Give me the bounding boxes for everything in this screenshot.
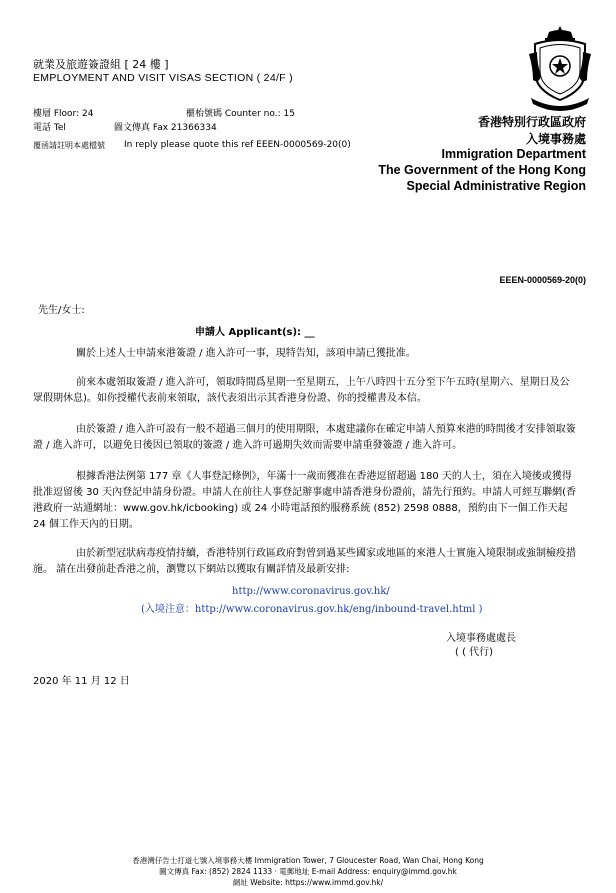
paragraph-collection: 前來本處領取簽證 / 進入許可，領取時間爲星期一至星期五，上午八時四十五分至下午五時(星期六、星期日及公眾假期休息)。如你授權代表前來領取，該代表須出示其香港身份證、你的授權書及本信。 xyxy=(33,377,570,404)
salutation: 先生/女士: xyxy=(38,305,85,316)
region-name-en: Special Administrative Region xyxy=(406,179,586,193)
reference-number: EEEN-0000569-20(0) xyxy=(499,275,586,285)
paragraph-approval: 關於上述人士申請來港簽證 / 進入許可一事，現特告知，該項申請已獲批准。 xyxy=(76,348,416,359)
coronavirus-link[interactable]: http://www.coronavirus.gov.hk/ xyxy=(232,586,390,597)
inbound-travel-link[interactable]: (入境注意：http://www.coronavirus.gov.hk/eng/inbound-travel.html ) xyxy=(141,604,483,615)
signature-title: 入境事務處處長 xyxy=(446,633,516,644)
government-name-zh: 香港特別行政區政府 xyxy=(477,115,586,129)
ref-label: 覆函請註明本處檔號 xyxy=(33,141,105,150)
department-name-zh: 入境事務處 xyxy=(525,132,586,146)
footer-website: 網址 Website: https://www.immd.gov.hk/ xyxy=(232,878,384,887)
paragraph-validity: 由於簽證 / 進入許可設有一般不超過三個月的使用期限，本處建議你在確定申請人預算來港的時間後才安排領取簽證 / 進入許可，以避免日後因已領取的簽證 / 進入許可過期失效而需要申請重發簽證 / 進入許可。 xyxy=(33,424,576,451)
fax-label: 圖文傳真 Fax 21366334 xyxy=(114,123,217,133)
signature-sub: ( ( 代行) xyxy=(455,647,494,658)
floor-label: 樓層 Floor: 24 xyxy=(33,109,94,119)
section-title-zh: 就業及旅遊簽證組 [ 24 樓 ] xyxy=(33,58,169,71)
counter-label: 櫃枱號碼 Counter no.: 15 xyxy=(186,109,295,119)
ref-text: In reply please quote this ref EEEN-0000569-20(0) xyxy=(124,140,351,150)
government-name-en: The Government of the Hong Kong xyxy=(378,163,586,177)
hksar-emblem-icon xyxy=(527,24,593,114)
department-name-en: Immigration Department xyxy=(441,147,586,161)
applicant-line: 申請人 Applicant(s): __ xyxy=(195,327,315,338)
footer-address: 香港灣仔告士打道七號入境事務大樓 Immigration Tower, 7 Gloucester Road, Wan Chai, Hong Kong xyxy=(132,856,484,865)
footer-contact: 圖文傳真 Fax: (852) 2824 1133 ‧ 電郵地址 E-mail Address: enquiry@immd.gov.hk xyxy=(159,867,457,876)
letter-date: 2020 年 11 月 12 日 xyxy=(33,676,130,687)
paragraph-covid: 由於新型冠狀病毒疫情持續，香港特別行政區政府對曾到過某些國家或地區的來港人士實施入境限制或強制檢疫措施。 請在出發前赴香港之前，瀏覽以下網站以獲取有關詳情及最新安排: xyxy=(33,548,576,575)
tel-label: 電話 Tel xyxy=(33,123,66,133)
section-title-en: EMPLOYMENT AND VISIT VISAS SECTION ( 24/F ) xyxy=(33,72,293,84)
paragraph-registration: 根據香港法例第 177 章《人事登記條例》，年滿十一歲而獲准在香港逗留超過 180 天的人士，須在入境後或獲得批准逗留後 30 天內登記申請身份證。申請人在前往人事登記辦事處申請香港身份證前，請先行預約。申請人可經互聯網(香港政府一站通網址：www.gov.hk/icbooking) 或 24 小時電話預約服務系統 (852) 2598 0888，預約由下一個工作天起 24 個工作天內的日期。 xyxy=(33,471,576,530)
